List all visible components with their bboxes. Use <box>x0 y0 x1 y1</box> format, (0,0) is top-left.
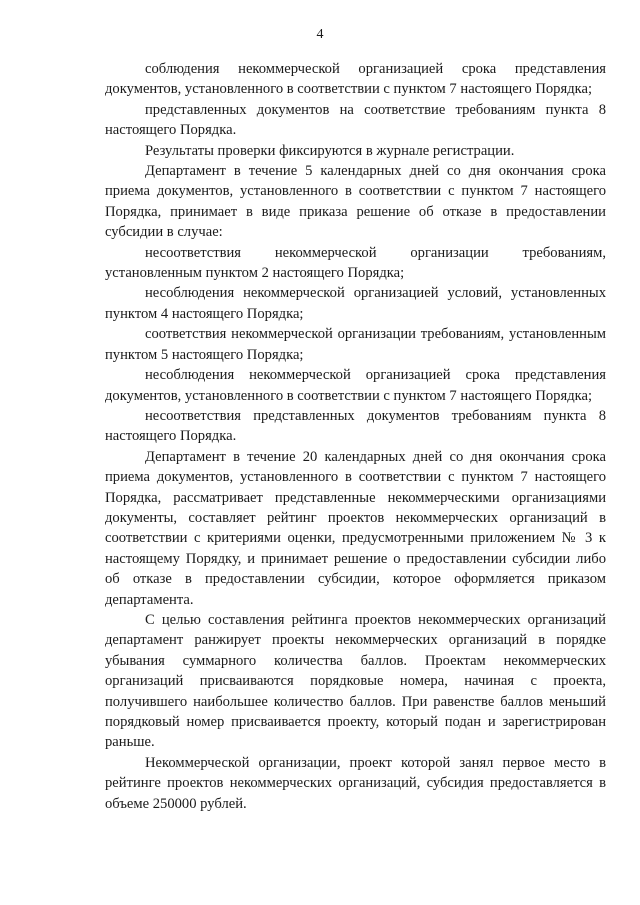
paragraph-rating-review: Департамент в течение 20 календарных дней со дня окончания срока приема документов, установленного в соответствии с пунктом 7 настоящего Порядка, рассматривает представленные некоммерческими организациями документы, составляет рейтинг проектов некоммерческих организаций в соответствии с критериями оценки, предусмотренными приложением № 3 к настоящему Порядку, и принимает решение о предоставлении субсидии либо об отказе в предоставлении субсидии, которое оформляется приказом департамента. <box>105 448 606 608</box>
paragraph-refusal-reason-4: несоблюдения некоммерческой организацией срока представления документов, установленного в соответствии с пунктом 7 настоящего Порядка; <box>105 367 606 404</box>
paragraph-subsidy-amount: Некоммерческой организации, проект которой занял первое место в рейтинге проектов некоммерческих организаций, субсидия предоставляется в объеме 250000 рублей. <box>105 754 606 812</box>
paragraph-documents-compliance: представленных документов на соответствие требованиям пункта 8 настоящего Порядка. <box>105 101 606 139</box>
page-number: 4 <box>316 27 324 42</box>
paragraph-check-results: Результаты проверки фиксируются в журнале регистрации. <box>145 142 515 159</box>
paragraph-refusal-decision: Департамент в течение 5 календарных дней со дня окончания срока приема документов, установленного в соответствии с пунктом 7 настоящего Порядка, принимает в виде приказа решение об отказе в предоставлении субсидии в случае: <box>105 163 606 241</box>
paragraph-deadline-compliance: соблюдения некоммерческой организацией срока представления документов, установленного в соответствии с пунктом 7 настоящего Порядка; <box>105 61 606 98</box>
document-body <box>105 59 606 814</box>
paragraph-refusal-reason-2: несоблюдения некоммерческой организацией условий, установленных пунктом 4 настоящего Порядка; <box>105 285 606 322</box>
paragraph-ranking-procedure: С целью составления рейтинга проектов некоммерческих организаций департамент ранжирует проекты некоммерческих организаций в порядке убывания суммарного количества баллов. Проектам некоммерческих организаций присваиваются порядковые номера, начиная с проекта, получившего наибольшее количество баллов. При равенстве баллов меньший порядковый номер присваивается проекту, который подан и зарегистрирован раньше. <box>105 611 606 751</box>
paragraph-refusal-reason-1: несоответствия некоммерческой организации требованиям, установленным пунктом 2 настоящего Порядка; <box>105 244 606 282</box>
paragraph-refusal-reason-5: несоответствия представленных документов требованиям пункта 8 настоящего Порядка. <box>105 407 606 445</box>
paragraph-refusal-reason-3: соответствия некоммерческой организации требованиям, установленным пунктом 5 настоящего Порядка; <box>105 326 606 363</box>
